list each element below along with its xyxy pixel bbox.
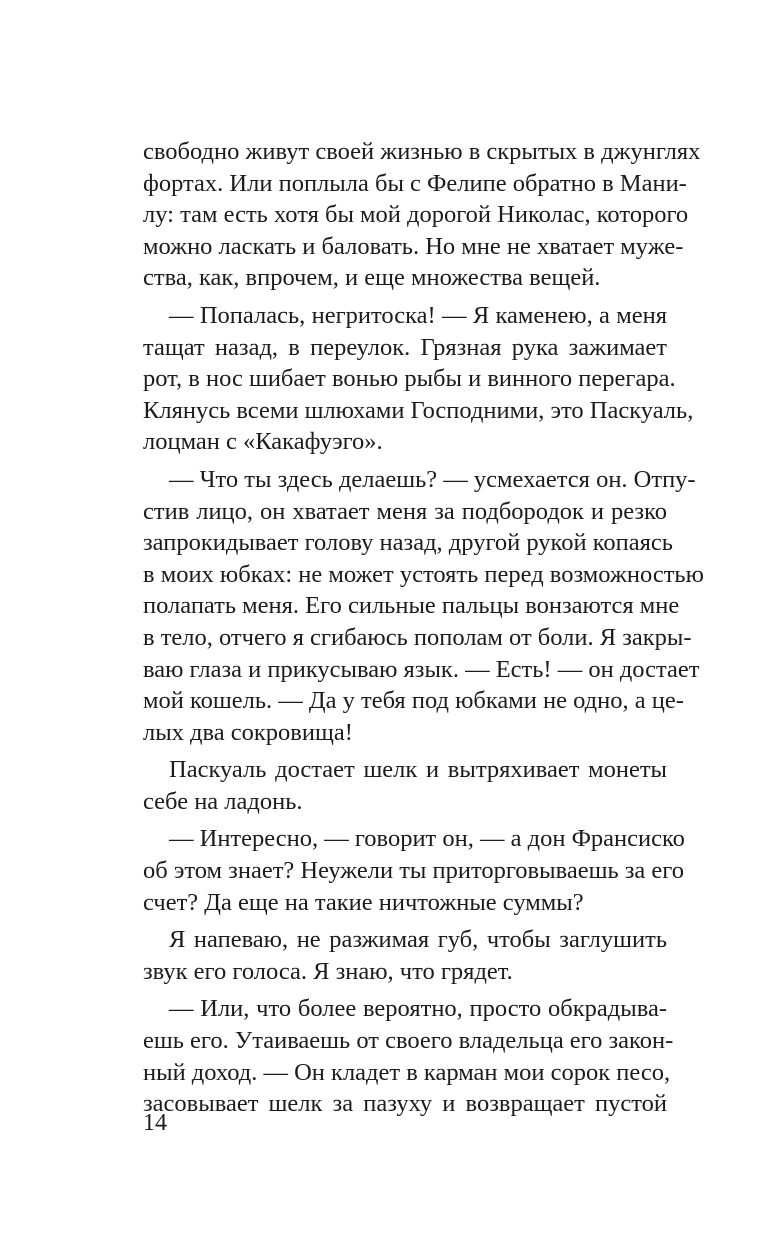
page-number: 14: [143, 1110, 167, 1136]
text-line: себе на ладонь.: [143, 787, 303, 815]
text-line: — Интересно, — говорит он, — а дон Франсиско: [169, 825, 685, 853]
text-line: звук его голоса. Я знаю, что грядет.: [143, 957, 513, 985]
text-line: свободно живут своей жизнью в скрытых в джунглях: [143, 138, 701, 165]
text-line: счет? Да еще на такие ничтожные суммы?: [143, 888, 584, 916]
text-line: об этом знает? Неужели ты приторговываешь за его: [143, 857, 684, 885]
text-line: тащат назад, в переулок. Грязная рука зажимает: [143, 333, 667, 361]
text-line: Паскуаль достает шелк и вытряхивает монеты: [169, 756, 667, 784]
text-line: — Или, что более вероятно, просто обкрадыва-: [169, 995, 667, 1023]
text-line: Клянусь всеми шлюхами Господними, это Паскуаль,: [143, 396, 694, 424]
text-line: можно ласкать и баловать. Но мне не хватает муже-: [143, 232, 684, 260]
text-line: ваю глаза и прикусываю язык. — Есть! — он достает: [143, 655, 700, 683]
text-line: ства, как, впрочем, и еще множества вещей.: [143, 264, 601, 292]
text-line: ешь его. Утаиваешь от своего владельца его закон-: [143, 1027, 674, 1055]
text-line: в тело, отчего я сгибаюсь пополам от боли. Я закры-: [143, 623, 692, 651]
text-line: стив лицо, он хватает меня за подбородок и резко: [143, 497, 667, 525]
text-line: Я напеваю, не разжимая губ, чтобы заглушить: [169, 926, 667, 954]
text-line: лу: там есть хотя бы мой дорогой Николас, которого: [143, 201, 689, 229]
text-line: фортах. Или поплыла бы с Фелипе обратно в Мани-: [143, 169, 687, 197]
text-line: — Что ты здесь делаешь? — усмехается он. Отпу-: [169, 465, 696, 493]
text-line: — Попалась, негритоска! — Я каменею, а меня: [169, 301, 667, 329]
text-line: запрокидывает голову назад, другой рукой копаясь: [143, 529, 673, 557]
body-text: [143, 136, 704, 1120]
text-line: полапать меня. Его сильные пальцы вонзаются мне: [143, 592, 680, 620]
text-line: ный доход. — Он кладет в карман мои сорок песо,: [143, 1058, 671, 1086]
text-line: мой кошель. — Да у тебя под юбками не одно, а це-: [143, 687, 684, 715]
text-line: рот, в нос шибает вонью рыбы и винного перегара.: [143, 365, 676, 393]
text-line: в моих юбках: не может устоять перед возможностью: [143, 560, 704, 588]
text-line: лоцман с «Какафуэго».: [143, 428, 383, 456]
text-line: засовывает шелк за пазуху и возвращает пустой: [143, 1090, 667, 1118]
text-line: лых два сокровища!: [143, 718, 353, 746]
